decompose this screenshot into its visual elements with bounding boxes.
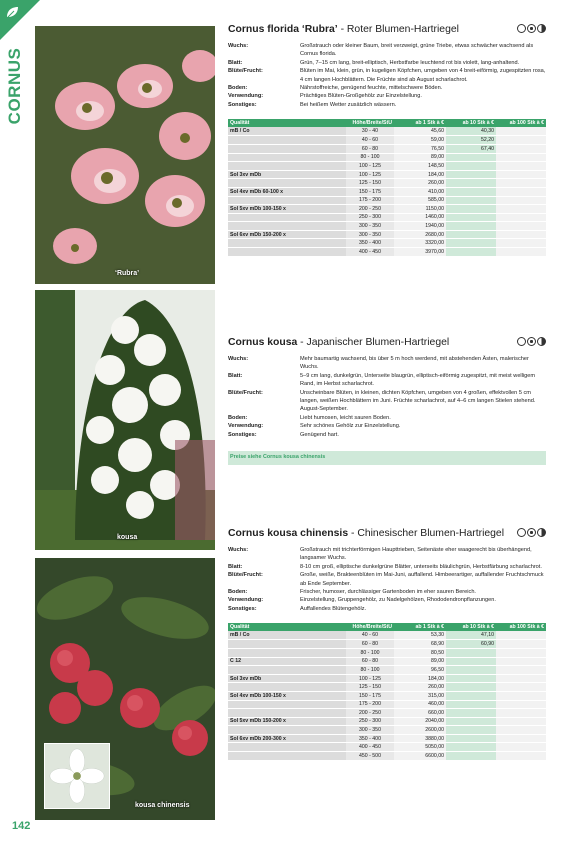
table-row xyxy=(228,752,546,761)
table-cell-p2: 67,40 xyxy=(446,144,496,153)
table-row xyxy=(228,187,546,196)
table-cell-p1: 45,60 xyxy=(394,127,446,136)
table-cell-p1: 2600,00 xyxy=(394,726,446,735)
price-reference-note: Preise siehe Cornus kousa chinensis xyxy=(228,451,546,465)
table-cell-p3 xyxy=(496,144,546,153)
table-row xyxy=(228,717,546,726)
table-cell-p1: 410,00 xyxy=(394,187,446,196)
photo-cornus-florida-rubra xyxy=(35,26,215,284)
plant-description: Wuchs: Mehr baumartig wachsend, bis über 5 m hoch werdend, mit abstehenden Ästen, malerischer Wuchs. Blatt: 5–9 cm lang, dunkelgrün, Unterseite blaugrün, elliptisch-eiförmig zugespitzt, mit meist welligem Rand, im Herbst scharlachrot. Blüte/Frucht: Unscheinbare Blüten, in kleinen, dichten Köpfchen, umgeben von 4 großen, effektvollen 5 cm langen, weißen Hochblättern im Juni. Früchte scharlachrot, auf 4–6 cm langen Stielen stehend. August-September. Boden: Liebt humosen, leicht sauren Boden. Verwendung: Sehr schönes Gehölz zur Einzelstellung. Sonstiges: Genügend hart. xyxy=(228,356,536,438)
table-cell-h: 450 - 500 xyxy=(346,752,394,761)
table-cell-p3 xyxy=(496,127,546,136)
table-cell-p2 xyxy=(446,752,496,761)
table-cell-q xyxy=(228,239,346,248)
table-cell-p2 xyxy=(446,666,496,675)
table-cell-q: Sol 5xv mDb 150-200 x xyxy=(228,717,346,726)
table-cell-p1: 184,00 xyxy=(394,170,446,179)
table-cell-p2 xyxy=(446,179,496,188)
table-cell-q: Sol 3xv mDb xyxy=(228,674,346,683)
table-cell-p3 xyxy=(496,631,546,640)
table-row xyxy=(228,726,546,735)
table-cell-h: 300 - 350 xyxy=(346,222,394,231)
table-cell-p3 xyxy=(496,700,546,709)
table-row xyxy=(228,709,546,718)
table-cell-p3 xyxy=(496,205,546,214)
table-cell-q xyxy=(228,144,346,153)
table-cell-p1: 3970,00 xyxy=(394,248,446,257)
sun-icon xyxy=(517,528,526,537)
table-cell-q: Sol 6xv mDb 200-300 x xyxy=(228,734,346,743)
table-cell-p2 xyxy=(446,196,496,205)
table-cell-p2 xyxy=(446,205,496,214)
table-row xyxy=(228,205,546,214)
table-cell-p2 xyxy=(446,230,496,239)
table-cell-q xyxy=(228,248,346,257)
table-cell-q xyxy=(228,752,346,761)
table-cell-p1: 2680,00 xyxy=(394,230,446,239)
table-cell-p1: 315,00 xyxy=(394,691,446,700)
half-shade-icon xyxy=(537,24,546,33)
page-number: 142 xyxy=(12,820,31,832)
table-cell-p3 xyxy=(496,248,546,257)
table-cell-p1: 260,00 xyxy=(394,179,446,188)
table-cell-q: Sol 6xv mDb 150-200 x xyxy=(228,230,346,239)
table-cell-q xyxy=(228,162,346,171)
table-cell-h: 60 - 80 xyxy=(346,657,394,666)
light-requirement-icons xyxy=(517,337,546,346)
table-cell-p2 xyxy=(446,153,496,162)
half-shade-icon xyxy=(537,337,546,346)
table-row xyxy=(228,666,546,675)
table-cell-p3 xyxy=(496,691,546,700)
table-row xyxy=(228,230,546,239)
table-cell-p1: 76,50 xyxy=(394,144,446,153)
table-row xyxy=(228,162,546,171)
table-cell-p3 xyxy=(496,657,546,666)
table-cell-p2 xyxy=(446,248,496,257)
plant-description: Wuchs: Großstrauch mit trichterförmigen Haupttrieben, Seitenäste eher waagerecht bis überhängend, langsamer Wuchs. Blatt: 8-10 cm groß, elliptische dunkelgrüne Blätter, unterseits bläulichgrün, Herbstfärbung scharlachrot. Blüte/Frucht: Große, weiße, Brakteenblüten im Mai-Juni, auffallend. Himbeerartiger, auffallender Fruchtschmuck ab Ende September. Boden: Frischer, humoser, durchlässiger Gartenboden im eher sauren Bereich. Verwendung: Einzelstellung, Gruppengehölz, zu Nadelgehölzen, Rhododendronpflanzungen. Sonstiges: Auffallendes Blütengehölz. xyxy=(228,547,544,612)
table-cell-h: 125 - 150 xyxy=(346,179,394,188)
table-cell-h: 200 - 250 xyxy=(346,205,394,214)
table-cell-p3 xyxy=(496,196,546,205)
table-cell-q xyxy=(228,179,346,188)
table-cell-p2 xyxy=(446,717,496,726)
table-cell-p2 xyxy=(446,726,496,735)
table-cell-q xyxy=(228,136,346,145)
table-cell-h: 175 - 200 xyxy=(346,196,394,205)
table-cell-p3 xyxy=(496,239,546,248)
table-cell-p2 xyxy=(446,657,496,666)
plant-description: Wuchs: Großstrauch oder kleiner Baum, breit verzweigt, grüne Triebe, etwas schwächer wachsend als Cornus florida. Blatt: Grün, 7–15 cm lang, breit-elliptisch, Herbstfarbe leuchtend rot bis violett, lang-anhaltend. Blüte/Frucht: Blüten im Mai, klein, grün, in kugeligen Köpfchen, umgeben von 4 breit-eiförmig, zugespitzten rosa, 4 cm langen Hochblättern. Die Früchte sind ab August scharlachrot. Boden: Nährstoffreiche, genügend feuchte, mittelschwere Böden. Verwendung: Prächtiges Blüten-Großgehölz zur Einzelstellung. Sonstiges: Bei heißem Wetter zusätzlich wässern. xyxy=(228,43,546,108)
table-cell-p3 xyxy=(496,222,546,231)
table-cell-h: 80 - 100 xyxy=(346,666,394,675)
table-cell-h: 40 - 60 xyxy=(346,136,394,145)
table-cell-p2 xyxy=(446,709,496,718)
table-row xyxy=(228,136,546,145)
table-cell-h: 150 - 175 xyxy=(346,691,394,700)
table-row xyxy=(228,683,546,692)
table-cell-p2: 47,10 xyxy=(446,631,496,640)
table-cell-p2 xyxy=(446,213,496,222)
table-cell-p3 xyxy=(496,162,546,171)
table-cell-p2 xyxy=(446,187,496,196)
table-cell-h: 60 - 80 xyxy=(346,144,394,153)
table-cell-p2: 60,90 xyxy=(446,640,496,649)
table-cell-p3 xyxy=(496,752,546,761)
table-cell-p3 xyxy=(496,136,546,145)
table-cell-h: 80 - 100 xyxy=(346,153,394,162)
table-row xyxy=(228,222,546,231)
photo-caption: kousa xyxy=(117,534,138,541)
table-cell-q: Sol 5xv mDb 100-150 x xyxy=(228,205,346,214)
table-cell-h: 100 - 125 xyxy=(346,170,394,179)
photo-caption: kousa chinensis xyxy=(135,802,190,809)
table-cell-q xyxy=(228,648,346,657)
photo-cornus-kousa-chinensis xyxy=(35,558,215,820)
table-cell-p2: 52,20 xyxy=(446,136,496,145)
table-row xyxy=(228,248,546,257)
table-row xyxy=(228,657,546,666)
table-cell-p3 xyxy=(496,179,546,188)
table-cell-h: 30 - 40 xyxy=(346,127,394,136)
partial-sun-icon xyxy=(527,528,536,537)
table-row xyxy=(228,239,546,248)
table-row xyxy=(228,743,546,752)
table-row xyxy=(228,640,546,649)
price-table: Qualität Höhe/Breite/StU ab 1 Stk à € ab 10 Stk à € ab 100 Stk à € mB / Co 30 - 40 45,60 40,30 40 - 60 59,00 52,20 60 - 80 76,50 67,40 80 - 100 89,00 100 - 125 148,50 Sol 3xv mDb 100 - 125 184,00 125 - 150 260,00 Sol 4xv mDb 60-100 x 150 - 175 410,00 175 - 200 585,00 Sol 5xv mDb 100-150 x 200 - 250 1150,00 250 - 300 1460,00 300 - 350 1940,00 Sol 6xv mDb 150-200 x 300 - 350 2680,00 350 - 400 3320,00 400 - 450 3970,00 xyxy=(230,120,544,255)
table-cell-p2: 40,30 xyxy=(446,127,496,136)
table-cell-p2 xyxy=(446,683,496,692)
table-cell-p1: 6600,00 xyxy=(394,752,446,761)
table-cell-p1: 3880,00 xyxy=(394,734,446,743)
table-cell-p3 xyxy=(496,734,546,743)
sun-icon xyxy=(517,24,526,33)
table-cell-p3 xyxy=(496,726,546,735)
table-cell-p1: 1460,00 xyxy=(394,213,446,222)
table-cell-h: 400 - 450 xyxy=(346,743,394,752)
table-cell-q xyxy=(228,666,346,675)
table-cell-p1: 1150,00 xyxy=(394,205,446,214)
table-row xyxy=(228,170,546,179)
table-cell-p2 xyxy=(446,734,496,743)
table-cell-p1: 53,30 xyxy=(394,631,446,640)
table-cell-p3 xyxy=(496,648,546,657)
table-cell-q: mB / Co xyxy=(228,631,346,640)
table-cell-p3 xyxy=(496,674,546,683)
table-cell-q xyxy=(228,726,346,735)
table-cell-q xyxy=(228,700,346,709)
table-cell-h: 350 - 400 xyxy=(346,734,394,743)
table-cell-p2 xyxy=(446,674,496,683)
table-cell-q xyxy=(228,213,346,222)
sun-icon xyxy=(517,337,526,346)
table-cell-h: 100 - 125 xyxy=(346,674,394,683)
table-cell-p2 xyxy=(446,743,496,752)
table-cell-p1: 2040,00 xyxy=(394,717,446,726)
table-cell-q xyxy=(228,196,346,205)
table-cell-p2 xyxy=(446,222,496,231)
table-cell-h: 200 - 250 xyxy=(346,709,394,718)
table-cell-p2 xyxy=(446,170,496,179)
table-cell-p3 xyxy=(496,153,546,162)
table-cell-p1: 89,00 xyxy=(394,153,446,162)
table-cell-p3 xyxy=(496,230,546,239)
partial-sun-icon xyxy=(527,24,536,33)
table-cell-p1: 585,00 xyxy=(394,196,446,205)
table-cell-p1: 260,00 xyxy=(394,683,446,692)
table-cell-h: 250 - 300 xyxy=(346,213,394,222)
table-cell-p1: 660,00 xyxy=(394,709,446,718)
table-row xyxy=(228,631,546,640)
table-cell-p3 xyxy=(496,170,546,179)
half-shade-icon xyxy=(537,528,546,537)
table-cell-p2 xyxy=(446,691,496,700)
table-cell-p1: 184,00 xyxy=(394,674,446,683)
table-row xyxy=(228,179,546,188)
table-cell-p3 xyxy=(496,743,546,752)
section-cornus-kousa xyxy=(228,337,546,465)
light-requirement-icons xyxy=(517,528,546,537)
genus-label: CORNUS xyxy=(5,47,24,125)
partial-sun-icon xyxy=(527,337,536,346)
table-cell-p1: 3320,00 xyxy=(394,239,446,248)
table-row xyxy=(228,127,546,136)
table-cell-h: 400 - 450 xyxy=(346,248,394,257)
table-cell-h: 250 - 300 xyxy=(346,717,394,726)
inset-flower-photo xyxy=(44,743,110,809)
table-row xyxy=(228,153,546,162)
table-cell-p1: 68,90 xyxy=(394,640,446,649)
table-cell-p1: 89,00 xyxy=(394,657,446,666)
table-cell-p1: 148,50 xyxy=(394,162,446,171)
table-cell-p2 xyxy=(446,700,496,709)
table-cell-q: C 12 xyxy=(228,657,346,666)
table-cell-h: 40 - 60 xyxy=(346,631,394,640)
table-cell-h: 80 - 100 xyxy=(346,648,394,657)
table-cell-h: 175 - 200 xyxy=(346,700,394,709)
table-cell-q xyxy=(228,153,346,162)
section-cornus-kousa-chinensis xyxy=(228,528,546,761)
table-row xyxy=(228,213,546,222)
table-cell-h: 60 - 80 xyxy=(346,640,394,649)
section-title: Cornus florida ‘Rubra’ - Roter Blumen-Hartriegel xyxy=(228,24,459,35)
table-cell-p2 xyxy=(446,162,496,171)
table-cell-p1: 80,50 xyxy=(394,648,446,657)
table-cell-q: Sol 3xv mDb xyxy=(228,170,346,179)
table-row xyxy=(228,691,546,700)
table-cell-p2 xyxy=(446,648,496,657)
light-requirement-icons xyxy=(517,24,546,33)
table-cell-h: 150 - 175 xyxy=(346,187,394,196)
table-row xyxy=(228,144,546,153)
table-cell-p3 xyxy=(496,187,546,196)
table-cell-q xyxy=(228,222,346,231)
photo-caption: ‘Rubra’ xyxy=(115,270,140,277)
table-cell-p3 xyxy=(496,640,546,649)
section-cornus-florida-rubra xyxy=(228,24,546,257)
table-cell-p1: 5050,00 xyxy=(394,743,446,752)
table-cell-h: 300 - 350 xyxy=(346,726,394,735)
table-cell-p1: 96,50 xyxy=(394,666,446,675)
section-title: Cornus kousa chinensis - Chinesischer Blumen-Hartriegel xyxy=(228,528,505,539)
table-cell-h: 350 - 400 xyxy=(346,239,394,248)
table-cell-h: 100 - 125 xyxy=(346,162,394,171)
table-cell-h: 300 - 350 xyxy=(346,230,394,239)
table-cell-p1: 460,00 xyxy=(394,700,446,709)
table-cell-q xyxy=(228,743,346,752)
table-cell-p1: 59,00 xyxy=(394,136,446,145)
table-row xyxy=(228,700,546,709)
table-cell-p1: 1940,00 xyxy=(394,222,446,231)
table-cell-q xyxy=(228,709,346,718)
table-cell-p2 xyxy=(446,239,496,248)
table-cell-q: Sol 4xv mDb 100-150 x xyxy=(228,691,346,700)
table-cell-h: 125 - 150 xyxy=(346,683,394,692)
table-cell-p3 xyxy=(496,683,546,692)
price-table: Qualität Höhe/Breite/StU ab 1 Stk à € ab 10 Stk à € ab 100 Stk à € mB / Co 40 - 60 53,30 47,10 60 - 80 68,90 60,90 80 - 100 80,50 C 12 60 - 80 89,00 80 - 100 96,50 Sol 3xv mDb 100 - 125 184,00 125 - 150 260,00 Sol 4xv mDb 100-150 x 150 - 175 315,00 175 - 200 460,00 200 - 250 660,00 Sol 5xv mDb 150-200 x 250 - 300 2040,00 300 - 350 2600,00 Sol 6xv mDb 200-300 x 350 - 400 3880,00 400 - 450 5050,00 450 - 500 6600,00 xyxy=(230,624,544,759)
leaf-icon xyxy=(4,4,20,20)
table-row xyxy=(228,674,546,683)
table-row xyxy=(228,196,546,205)
table-cell-q: mB / Co xyxy=(228,127,346,136)
table-row xyxy=(228,734,546,743)
table-cell-q: Sol 4xv mDb 60-100 x xyxy=(228,187,346,196)
table-cell-p3 xyxy=(496,666,546,675)
table-cell-q xyxy=(228,683,346,692)
table-row xyxy=(228,648,546,657)
table-cell-p3 xyxy=(496,709,546,718)
table-cell-q xyxy=(228,640,346,649)
photo-cornus-kousa xyxy=(35,290,215,550)
section-title: Cornus kousa - Japanischer Blumen-Hartriegel xyxy=(228,337,450,348)
table-cell-p3 xyxy=(496,717,546,726)
table-cell-p3 xyxy=(496,213,546,222)
